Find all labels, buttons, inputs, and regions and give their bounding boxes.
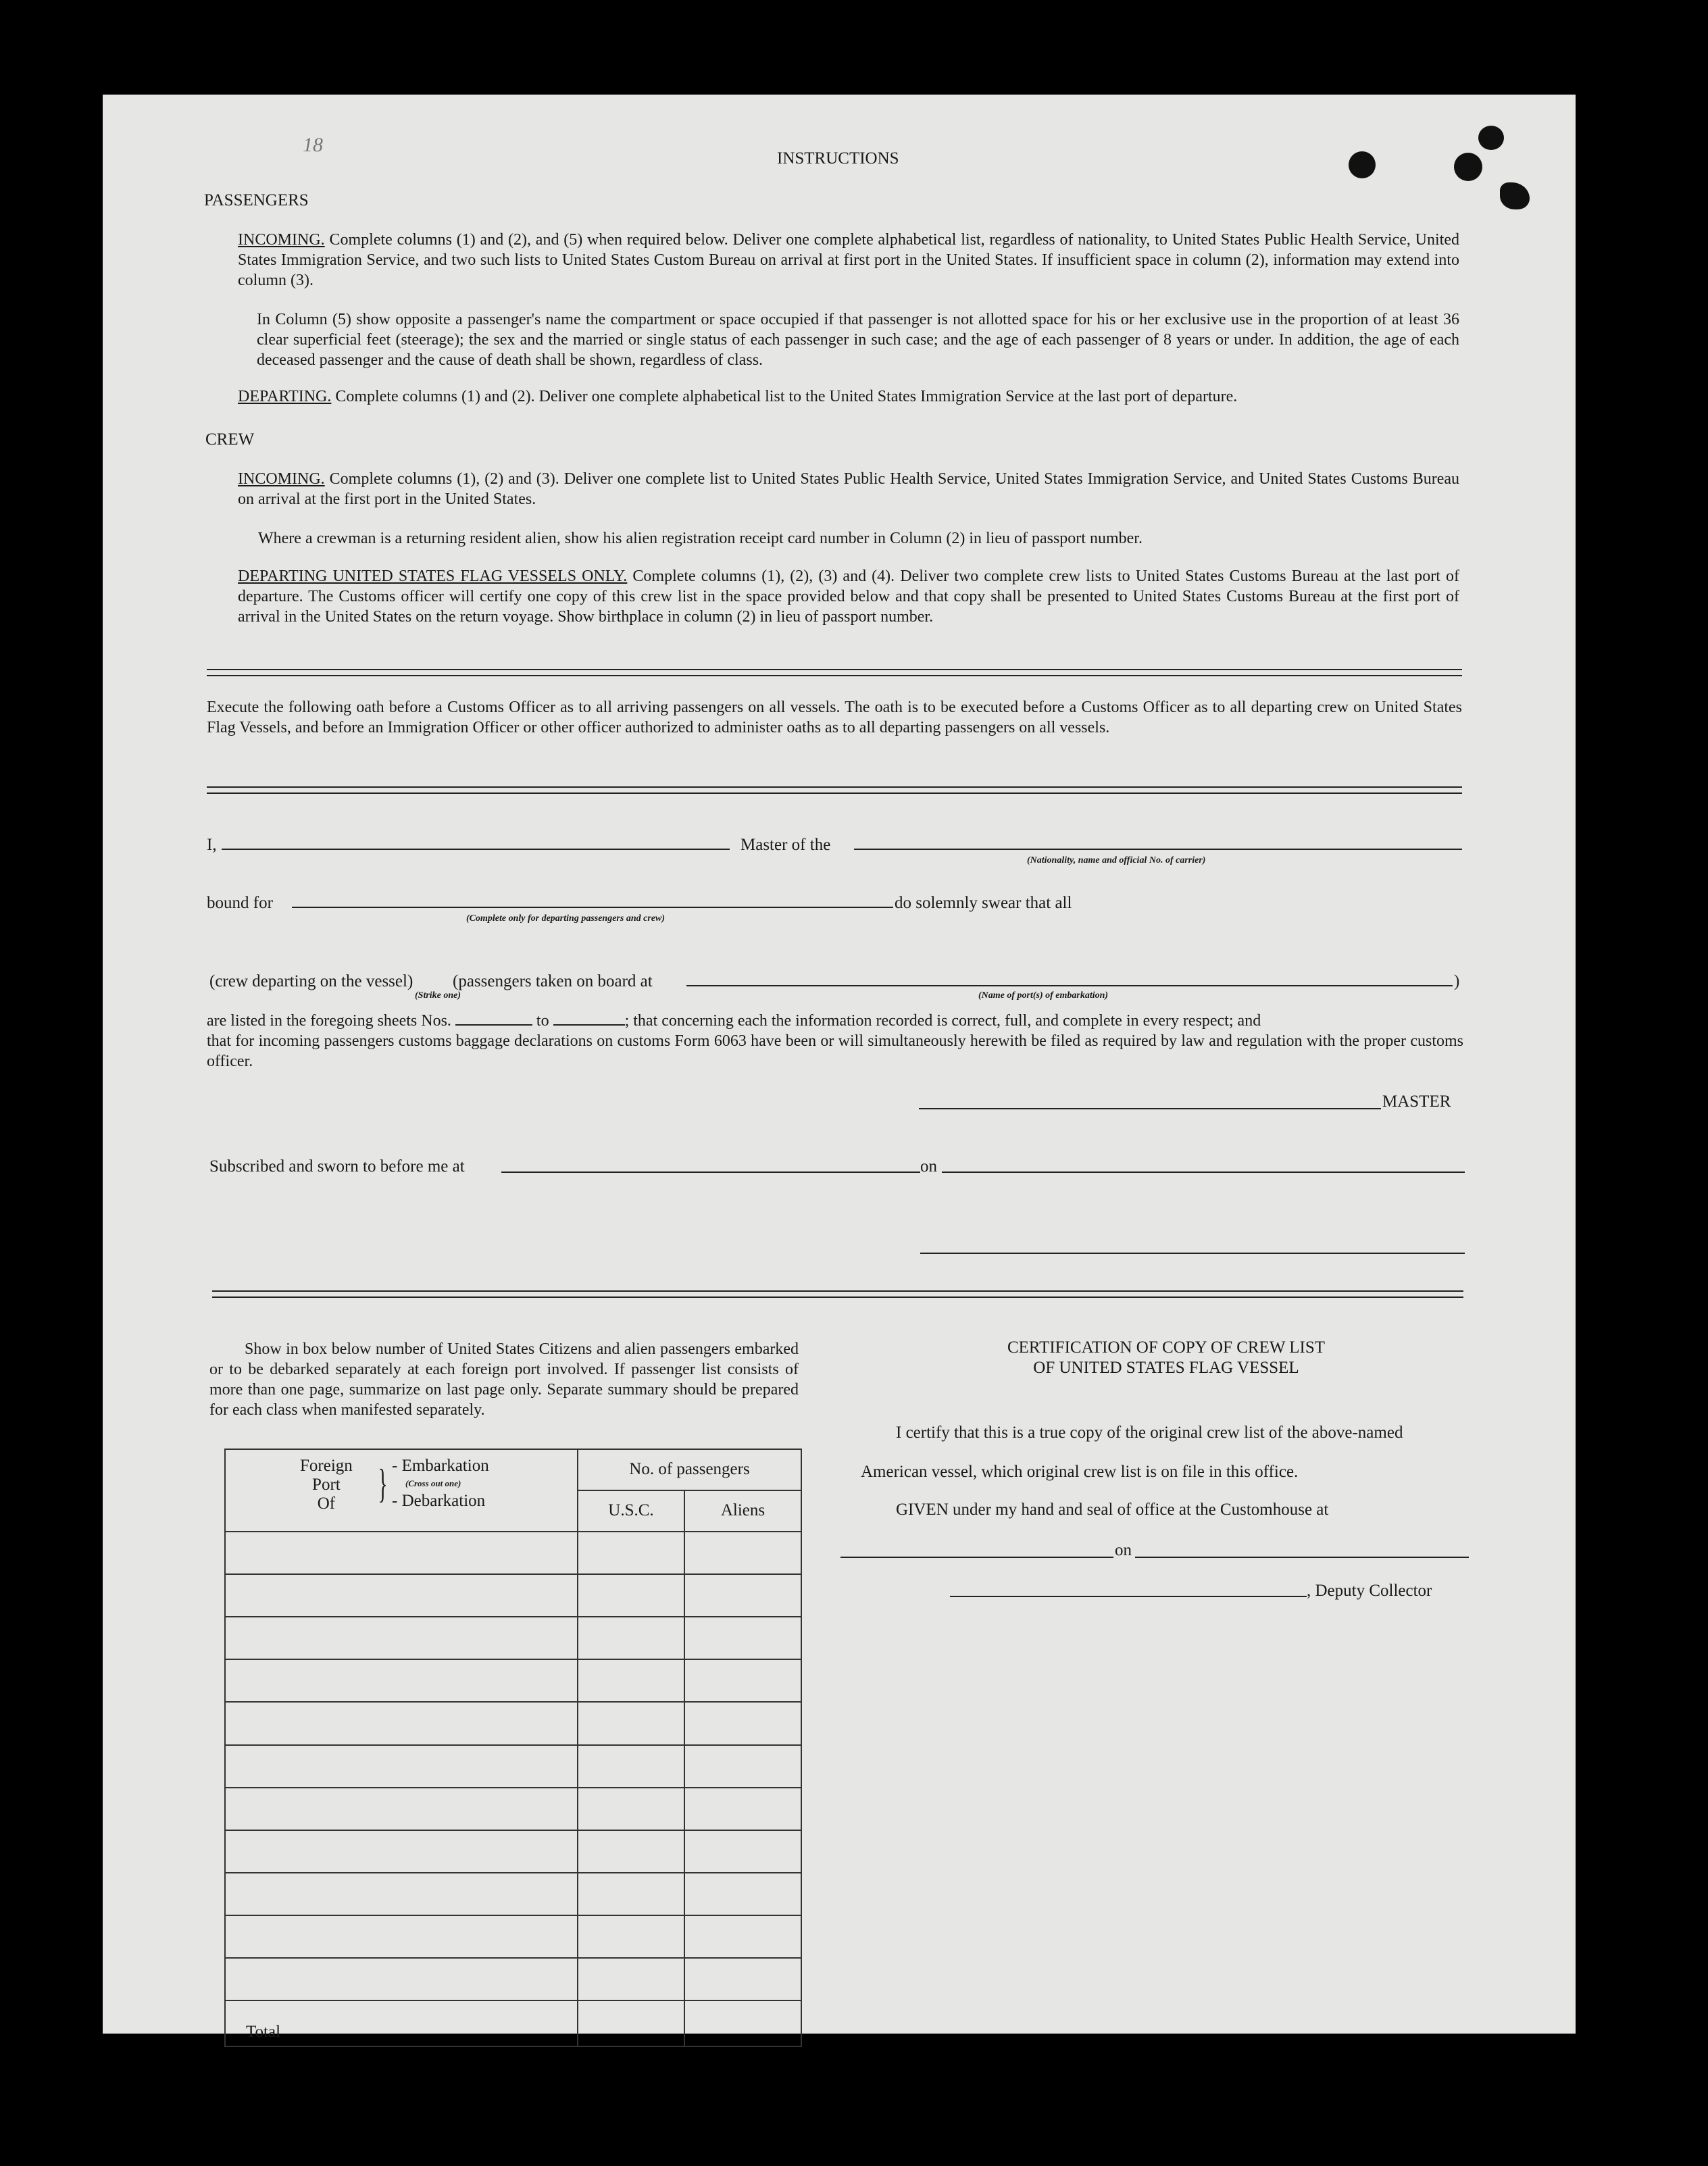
- sheets-prefix: are listed in the foregoing sheets Nos.: [207, 1012, 451, 1030]
- usc-header: U.S.C.: [578, 1490, 684, 1532]
- sworn-date-line[interactable]: [942, 1172, 1465, 1173]
- port-cell[interactable]: [225, 1958, 578, 2000]
- punch-hole: [1454, 153, 1482, 181]
- to-label: to: [536, 1012, 549, 1030]
- foreign-port-label-2: Port: [312, 1476, 341, 1494]
- passengers-departing-label: DEPARTING.: [238, 388, 332, 405]
- port-cell[interactable]: [225, 1617, 578, 1659]
- debarkation-option[interactable]: - Debarkation: [392, 1492, 486, 1510]
- port-cell[interactable]: [225, 1873, 578, 1915]
- usc-total-cell[interactable]: [578, 2000, 684, 2046]
- passenger-summary-table: [224, 1449, 802, 2047]
- bound-for-line[interactable]: [292, 907, 893, 908]
- passengers-departing: [238, 386, 1459, 407]
- aliens-cell[interactable]: [684, 1659, 801, 1702]
- usc-cell[interactable]: [578, 1532, 684, 1574]
- sheet-to-field[interactable]: [553, 1011, 625, 1026]
- sheet-from-field[interactable]: [455, 1011, 532, 1026]
- crew-departing-option: (crew departing on the vessel): [209, 972, 413, 990]
- margin-note: 18: [303, 134, 323, 156]
- usc-cell[interactable]: [578, 1873, 684, 1915]
- carrier-line[interactable]: [854, 849, 1462, 850]
- strike-caption: (Strike one): [415, 990, 461, 1001]
- sworn-on-label: on: [920, 1157, 937, 1176]
- punch-hole: [1478, 126, 1504, 150]
- sworn-place-line[interactable]: [501, 1172, 920, 1173]
- usc-cell[interactable]: [578, 1745, 684, 1788]
- certify-date-line[interactable]: [1135, 1557, 1469, 1558]
- total-label: Total: [246, 2023, 281, 2041]
- aliens-total-cell[interactable]: [684, 2000, 801, 2046]
- certify-line3: GIVEN under my hand and seal of office at the Customhouse at: [896, 1501, 1329, 1519]
- close-paren: ): [1454, 972, 1460, 990]
- aliens-cell[interactable]: [684, 1532, 801, 1574]
- certification-title-line2: OF UNITED STATES FLAG VESSEL: [1033, 1359, 1299, 1377]
- aliens-cell[interactable]: [684, 1702, 801, 1744]
- carrier-caption: (Nationality, name and official No. of carrier): [1027, 855, 1206, 865]
- port-cell[interactable]: [225, 1788, 578, 1830]
- usc-cell[interactable]: [578, 1788, 684, 1830]
- aliens-cell[interactable]: [684, 1958, 801, 2000]
- deputy-collector-label: , Deputy Collector: [1307, 1582, 1432, 1600]
- crew-resident: Where a crewman is a returning resident alien, show his alien registration receipt card number in Column (2) in lieu of passport number.: [258, 530, 1142, 547]
- deputy-signature-line[interactable]: [950, 1596, 1307, 1597]
- crew-departing-label: DEPARTING UNITED STATES FLAG VESSELS ONLY.: [238, 568, 628, 585]
- port-cell[interactable]: [225, 1915, 578, 1958]
- embarkation-option[interactable]: - Embarkation: [392, 1457, 489, 1475]
- foreign-port-label-1: Foreign: [300, 1457, 353, 1475]
- aliens-cell[interactable]: [684, 1788, 801, 1830]
- foreign-port-header: [225, 1449, 578, 1532]
- certify-line1: I certify that this is a true copy of the original crew list of the above-named: [896, 1424, 1403, 1442]
- usc-cell[interactable]: [578, 1617, 684, 1659]
- section-divider: [212, 1290, 1463, 1298]
- passengers-incoming-text: Complete columns (1) and (2), and (5) when required below. Deliver one complete alphabetical list, regardless of nationality, to United States Public Health Service, United States Immigration Service, and two such lists to United States Custom Bureau on arrival at first port in the United States. If insufficient space in column (2), information may extend into column (3).: [238, 231, 1459, 289]
- passengers-heading: PASSENGERS: [204, 191, 309, 209]
- baggage-declaration-text: that for incoming passengers customs baggage declarations on customs Form 6063 have been or will simultaneously herewith be filed as required by law and regulation with the proper customs officer.: [207, 1032, 1463, 1070]
- passengers-taken-option: (passengers taken on board at: [453, 972, 653, 990]
- usc-cell[interactable]: [578, 1958, 684, 2000]
- master-label: MASTER: [1382, 1092, 1451, 1111]
- crew-incoming-text: Complete columns (1), (2) and (3). Deliver one complete list to United States Public Health Service, United States Immigration Service, and United States Customs Bureau on arrival at the first port in the United States.: [238, 470, 1460, 508]
- officer-signature-line[interactable]: [920, 1253, 1465, 1254]
- port-cell[interactable]: [225, 1659, 578, 1702]
- bound-for-caption: (Complete only for departing passengers and crew): [466, 913, 665, 924]
- aliens-cell[interactable]: [684, 1830, 801, 1873]
- usc-cell[interactable]: [578, 1830, 684, 1873]
- crew-departing-text: Complete columns (1), (2), (3) and (4). Deliver two complete crew lists to United States Customs Bureau at the last port of departure. The Customs officer will certify one copy of this crew list in the space provided below and that copy shall be presented to United States Customs Bureau at the first port of arrival in the United States on the return voyage. Show birthplace in column (2) in lieu of passport number.: [238, 568, 1460, 626]
- aliens-cell[interactable]: [684, 1574, 801, 1617]
- certification-title: [896, 1338, 1436, 1378]
- crew-departing: [238, 566, 1459, 627]
- ports-caption: (Name of port(s) of embarkation): [978, 990, 1109, 1001]
- aliens-header: Aliens: [684, 1490, 801, 1532]
- passengers-departing-text: Complete columns (1) and (2). Deliver one complete alphabetical list to the United States Immigration Service at the last port of departure.: [335, 388, 1238, 405]
- cross-out-caption: (Cross out one): [405, 1478, 461, 1488]
- aliens-cell[interactable]: [684, 1617, 801, 1659]
- sheets-line: [207, 1011, 1463, 1031]
- crew-heading: CREW: [205, 430, 255, 449]
- section-divider: [207, 669, 1462, 676]
- certify-on-label: on: [1115, 1541, 1132, 1559]
- sheets-suffix: ; that concerning each the information recorded is correct, full, and complete in every respect; and: [624, 1012, 1261, 1030]
- no-passengers-header: No. of passengers: [578, 1449, 801, 1490]
- customhouse-line[interactable]: [840, 1557, 1113, 1558]
- aliens-cell[interactable]: [684, 1873, 801, 1915]
- usc-cell[interactable]: [578, 1659, 684, 1702]
- usc-cell[interactable]: [578, 1915, 684, 1958]
- usc-cell[interactable]: [578, 1702, 684, 1744]
- crew-incoming-label: INCOMING.: [238, 470, 325, 488]
- ports-line[interactable]: [686, 985, 1453, 986]
- summary-intro: Show in box below number of United States Citizens and alien passengers embarked or to be debarked separately at each foreign port involved. If passenger list consists of more than one page, summarize on last page only. Separate summary should be prepared for each class when manifested separately.: [209, 1340, 799, 1419]
- passengers-incoming: [238, 230, 1459, 291]
- port-cell[interactable]: [225, 1702, 578, 1744]
- aliens-cell[interactable]: [684, 1745, 801, 1788]
- master-signature-line[interactable]: [919, 1108, 1381, 1109]
- total-row-label: [225, 2000, 578, 2046]
- usc-cell[interactable]: [578, 1574, 684, 1617]
- swear-label: do solemnly swear that all: [895, 894, 1072, 912]
- port-cell[interactable]: [225, 1745, 578, 1788]
- aliens-cell[interactable]: [684, 1915, 801, 1958]
- port-cell[interactable]: [225, 1830, 578, 1873]
- passengers-column5: In Column (5) show opposite a passenger's name the compartment or space occupied if that passenger is not allotted space for his or her exclusive use in the proportion of at least 36 clear superficial feet (steerage); the sex and the married or single status of each passenger in such case; and the age of each passenger of 8 years or under. In addition, the age of each deceased passenger and the cause of death shall be shown, regardless of class.: [257, 311, 1459, 369]
- port-cell[interactable]: [225, 1532, 578, 1574]
- certification-title-line1: CERTIFICATION OF COPY OF CREW LIST: [1007, 1338, 1326, 1357]
- section-divider: [207, 786, 1462, 794]
- certify-line2: American vessel, which original crew list is on file in this office.: [861, 1463, 1299, 1481]
- foreign-port-label-3: Of: [317, 1494, 336, 1513]
- oath-intro: Execute the following oath before a Customs Officer as to all arriving passengers on all vessels. The oath is to be executed before a Customs Officer as to all departing crew on United States Flag Vessels, and before an Immigration Officer or other officer authorized to administer oaths as to all departing passengers on all vessels.: [207, 699, 1462, 736]
- master-of-label: Master of the: [740, 836, 831, 854]
- subscribed-label: Subscribed and sworn to before me at: [209, 1157, 465, 1176]
- oath-i-label: I,: [207, 836, 217, 854]
- master-name-line[interactable]: [222, 849, 730, 850]
- passengers-incoming-label: INCOMING.: [238, 231, 325, 249]
- port-cell[interactable]: [225, 1574, 578, 1617]
- page-title: INSTRUCTIONS: [777, 149, 899, 168]
- bound-for-label: bound for: [207, 894, 273, 912]
- crew-incoming: [238, 469, 1459, 509]
- punch-hole: [1349, 151, 1376, 178]
- brace-icon: }: [378, 1461, 388, 1506]
